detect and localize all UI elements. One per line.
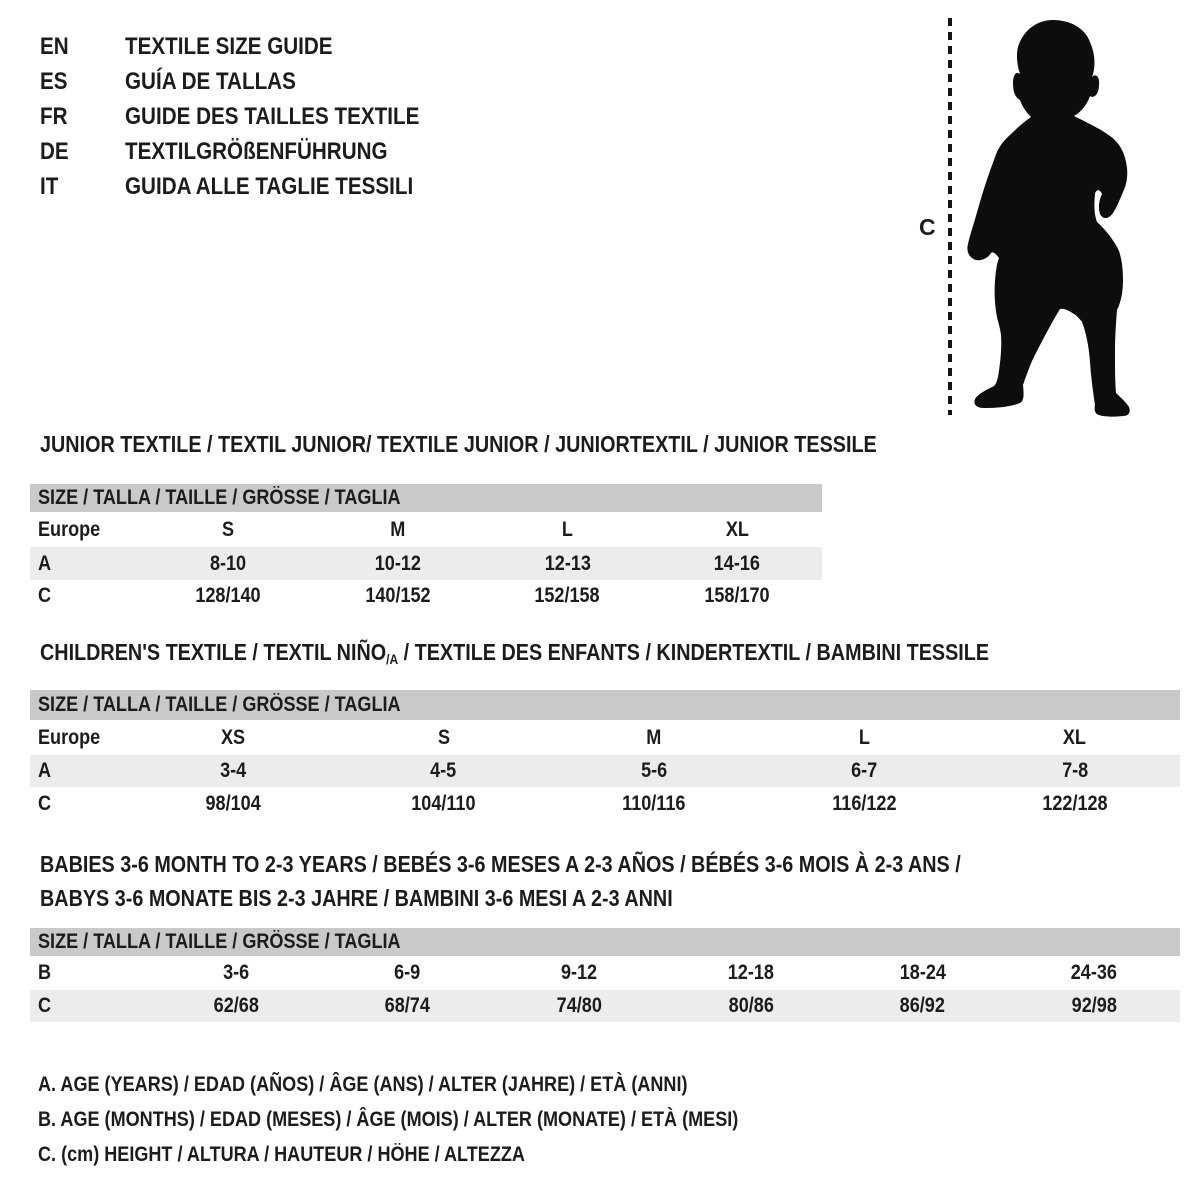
language-code-text: ES — [40, 68, 68, 95]
size-cell-text: XS — [221, 725, 246, 749]
language-row-fr — [40, 103, 467, 131]
language-title: GUÍA DE TALLAS — [124, 68, 296, 95]
junior-size-header-bar — [30, 484, 822, 512]
babies-title-line1: BABIES 3-6 MONTH TO 2-3 YEARS / BEBÉS 3-6 MESES A 2-3 AÑOS / BÉBÉS 3-6 MOIS À 2-3 ANS / — [40, 851, 961, 877]
language-title: TEXTILGRÖßENFÜHRUNG — [124, 138, 388, 165]
size-cell-text: M — [390, 517, 406, 541]
value-cell-text: 86/92 — [899, 994, 946, 1017]
value-cell-text: 110/116 — [622, 791, 686, 815]
language-code-text: FR — [40, 103, 68, 130]
value-cell — [652, 584, 822, 608]
value-cell-text: 12-13 — [544, 551, 591, 575]
row-label-text: C — [38, 584, 52, 607]
value-cell — [549, 759, 759, 783]
size-cell-text: M — [646, 725, 662, 749]
row-label — [30, 726, 128, 750]
babies-title-line2: BABYS 3-6 MONATE BIS 2-3 JAHRE / BAMBINI 3-6 MESI A 2-3 ANNI — [40, 885, 673, 911]
value-cell-text: 98/104 — [205, 791, 261, 815]
value-cell-text: 14-16 — [714, 551, 761, 575]
toddler-silhouette-path — [967, 20, 1129, 417]
value-cell-text: 6-7 — [851, 759, 878, 782]
row-label-text: C — [38, 791, 52, 815]
row-label-text: A — [38, 759, 52, 782]
size-cell — [549, 726, 759, 750]
size-cell — [313, 518, 483, 542]
value-cell-text: 7-8 — [1061, 759, 1088, 782]
row-label-text: C — [38, 994, 52, 1017]
junior-row-europe — [30, 512, 822, 547]
row-label-text: B — [38, 961, 52, 984]
size-cell — [483, 518, 653, 542]
value-cell — [128, 792, 338, 816]
value-cell-text: 3-4 — [220, 759, 247, 782]
language-code — [40, 103, 118, 131]
size-cell-text: L — [561, 517, 573, 541]
value-cell — [150, 961, 322, 985]
language-code-text: EN — [40, 33, 69, 60]
size-cell-text: XL — [1063, 725, 1087, 749]
value-cell — [322, 961, 494, 985]
children-title-main: CHILDREN'S TEXTILE / TEXTIL NIÑO — [40, 639, 387, 665]
value-cell — [1008, 994, 1180, 1018]
junior-row-age — [30, 547, 822, 580]
value-cell — [549, 792, 759, 816]
value-cell — [483, 552, 653, 576]
value-cell — [338, 792, 548, 816]
size-cell — [338, 726, 548, 750]
language-code — [40, 173, 118, 201]
value-cell — [1008, 961, 1180, 985]
size-cell — [652, 518, 822, 542]
value-cell — [483, 584, 653, 608]
children-section-title — [40, 639, 1144, 668]
height-measure-label: C — [919, 214, 936, 240]
value-cell — [759, 759, 969, 783]
children-row-europe — [30, 720, 1180, 755]
toddler-silhouette-icon — [967, 20, 1129, 417]
value-cell-text: 3-6 — [222, 961, 249, 984]
value-cell-text: 4-5 — [430, 759, 457, 782]
legend-line-c — [38, 1141, 604, 1169]
language-row-de — [40, 138, 430, 166]
value-cell-text: 140/152 — [364, 584, 431, 607]
row-label — [30, 994, 150, 1018]
value-cell-text: 92/98 — [1071, 994, 1117, 1017]
legend-line-a — [38, 1071, 793, 1099]
size-cell — [128, 726, 338, 750]
language-title: GUIDE DES TAILLES TEXTILE — [124, 103, 420, 130]
value-cell — [652, 552, 822, 576]
legend-line-c-text: C. (cm) HEIGHT / ALTURA / HAUTEUR / HÖHE / ALTEZZA — [38, 1143, 525, 1166]
value-cell — [837, 961, 1009, 985]
language-code — [40, 138, 118, 166]
row-label — [30, 552, 143, 576]
size-cell-text: S — [437, 725, 450, 749]
value-cell-text: 80/86 — [728, 994, 774, 1017]
language-title: TEXTILE SIZE GUIDE — [124, 33, 333, 60]
value-cell-text: 18-24 — [899, 961, 946, 984]
value-cell — [970, 759, 1180, 783]
value-cell-text: 5-6 — [640, 759, 668, 782]
size-cell-text: XL — [725, 517, 749, 541]
row-label-text: Europe — [38, 517, 101, 541]
language-code — [40, 33, 118, 61]
children-section-title-text — [40, 639, 989, 668]
children-size-table — [30, 690, 1180, 820]
language-row-en — [40, 33, 366, 61]
value-cell-text: 116/122 — [832, 791, 897, 815]
babies-size-table — [30, 928, 1180, 1022]
value-cell — [128, 759, 338, 783]
legend-line-b-text: B. AGE (MONTHS) / EDAD (MESES) / ÂGE (MOIS) / ALTER (MONATE) / ETÀ (MESI) — [38, 1108, 739, 1131]
row-label — [30, 584, 143, 608]
value-cell-text: 10-12 — [374, 551, 421, 575]
row-label-text: Europe — [38, 725, 101, 749]
legend-line-b — [38, 1106, 852, 1134]
value-cell — [338, 759, 548, 783]
size-header-text: SIZE / TALLA / TAILLE / GRÖSSE / TAGLIA — [38, 486, 401, 509]
babies-section-title — [40, 847, 1111, 915]
value-cell-text: 9-12 — [561, 961, 598, 984]
children-title-rest: / TEXTILE DES ENFANTS / KINDERTEXTIL / BAMBINI TESSILE — [398, 639, 990, 665]
value-cell — [970, 792, 1180, 816]
language-row-it — [40, 173, 460, 201]
value-cell-text: 128/140 — [195, 584, 261, 607]
value-cell — [150, 994, 322, 1018]
children-title-sub: /A — [386, 651, 399, 667]
children-row-height — [30, 787, 1180, 820]
size-header-text: SIZE / TALLA / TAILLE / GRÖSSE / TAGLIA — [38, 930, 401, 953]
size-cell — [143, 518, 313, 542]
value-cell-text: 68/74 — [384, 994, 431, 1017]
babies-row-months — [30, 956, 1180, 990]
junior-row-height — [30, 580, 822, 612]
value-cell — [143, 584, 313, 608]
children-row-age — [30, 755, 1180, 787]
value-cell — [493, 994, 665, 1018]
value-cell-text: 6-9 — [394, 961, 421, 984]
size-cell — [970, 726, 1180, 750]
value-cell — [143, 552, 313, 576]
babies-size-header-bar — [30, 928, 1180, 956]
toddler-figure — [900, 10, 1190, 422]
language-code — [40, 68, 118, 96]
value-cell-text: 74/80 — [556, 994, 602, 1017]
language-title: GUIDA ALLE TAGLIE TESSILI — [124, 173, 413, 200]
size-header-text: SIZE / TALLA / TAILLE / GRÖSSE / TAGLIA — [38, 693, 401, 716]
value-cell-text: 158/170 — [704, 584, 770, 607]
size-cell-text: L — [858, 725, 870, 749]
value-cell-text: 8-10 — [209, 551, 246, 575]
value-cell — [322, 994, 494, 1018]
legend-line-a-text: A. AGE (YEARS) / EDAD (AÑOS) / ÂGE (ANS) / ALTER (JAHRE) / ETÀ (ANNI) — [38, 1073, 688, 1096]
value-cell-text: 24-36 — [1071, 961, 1118, 984]
value-cell — [665, 994, 837, 1018]
size-cell-text: S — [221, 517, 234, 541]
row-label — [30, 961, 150, 985]
value-cell — [313, 584, 483, 608]
value-cell — [493, 961, 665, 985]
babies-row-height — [30, 990, 1180, 1022]
value-cell-text: 62/68 — [213, 994, 259, 1017]
size-cell — [759, 726, 969, 750]
language-code-text: IT — [40, 173, 59, 200]
language-row-es — [40, 68, 323, 96]
value-cell — [665, 961, 837, 985]
junior-section-title — [40, 431, 1013, 457]
row-label-text: A — [38, 551, 52, 575]
value-cell — [313, 552, 483, 576]
junior-size-table — [30, 484, 822, 612]
value-cell — [837, 994, 1009, 1018]
row-label — [30, 518, 143, 542]
value-cell-text: 104/110 — [411, 791, 476, 815]
children-size-header-bar — [30, 690, 1180, 720]
row-label — [30, 759, 128, 783]
junior-section-title-text: JUNIOR TEXTILE / TEXTIL JUNIOR/ TEXTILE JUNIOR / JUNIORTEXTIL / JUNIOR TESSILE — [40, 431, 877, 457]
value-cell-text: 12-18 — [727, 961, 774, 984]
row-label — [30, 792, 128, 816]
value-cell-text: 122/128 — [1042, 791, 1108, 815]
language-code-text: DE — [40, 138, 69, 165]
value-cell — [759, 792, 969, 816]
value-cell-text: 152/158 — [534, 584, 601, 607]
